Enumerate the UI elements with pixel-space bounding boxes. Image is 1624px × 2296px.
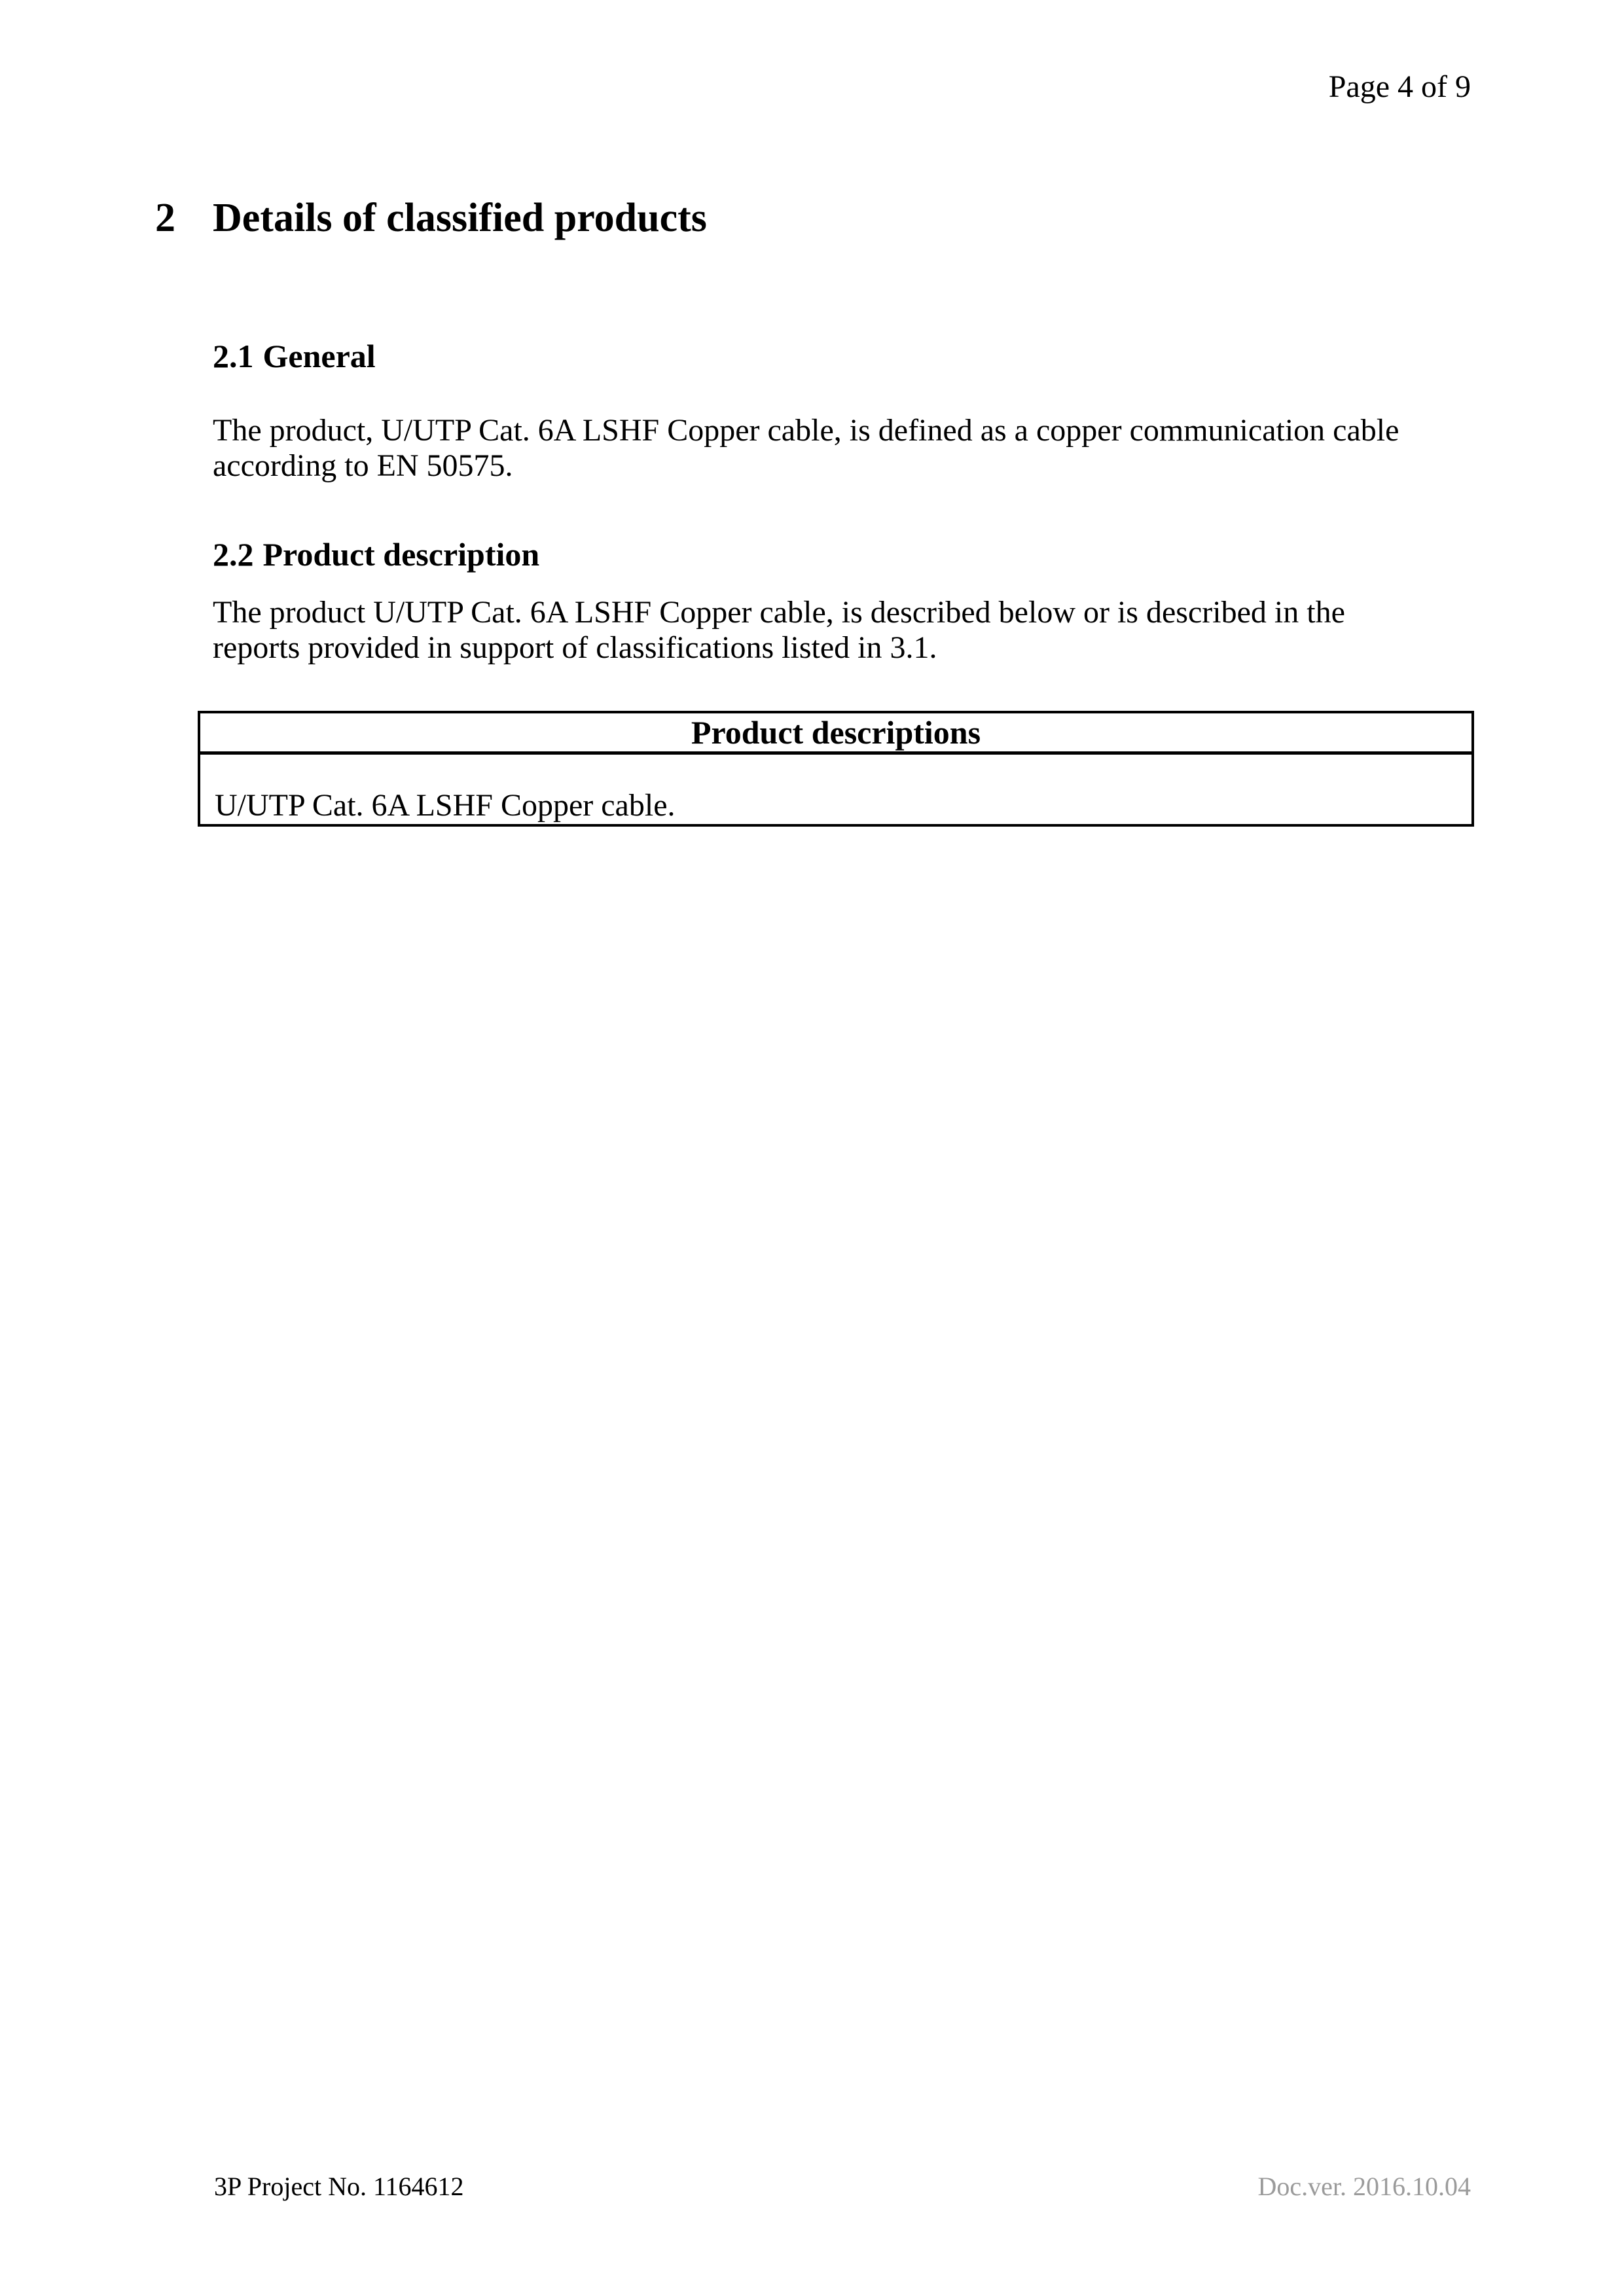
section-number: 2.1 [213, 338, 254, 374]
footer-doc-version: Doc.ver. 2016.10.04 [1257, 2172, 1471, 2201]
page-number: Page 4 of 9 [1328, 69, 1471, 104]
paragraph-general [213, 413, 1483, 484]
product-descriptions-table [198, 711, 1474, 827]
footer-project-number: 3P Project No. 1164612 [214, 2172, 464, 2201]
paragraph-line: reports provided in support of classifications listed in 3.1. [213, 630, 937, 665]
chapter-heading [155, 198, 707, 238]
section-title: Product description [262, 536, 540, 573]
paragraph-product-description [213, 595, 1483, 666]
paragraph-line: The product U/UTP Cat. 6A LSHF Copper cable, is described below or is described in the [213, 595, 1345, 630]
table-row [200, 755, 1471, 824]
section-title: General [262, 338, 376, 374]
section-heading-product-description [213, 538, 539, 571]
chapter-number: 2 [155, 196, 175, 240]
table-header-product-descriptions: Product descriptions [200, 713, 1471, 755]
chapter-title: Details of classified products [213, 196, 707, 240]
table-cell-product-description: U/UTP Cat. 6A LSHF Copper cable. [215, 788, 676, 823]
section-heading-general [213, 340, 376, 372]
section-number: 2.2 [213, 536, 254, 573]
paragraph-line: The product, U/UTP Cat. 6A LSHF Copper cable, is defined as a copper communication cable [213, 413, 1399, 448]
paragraph-line: according to EN 50575. [213, 448, 513, 483]
